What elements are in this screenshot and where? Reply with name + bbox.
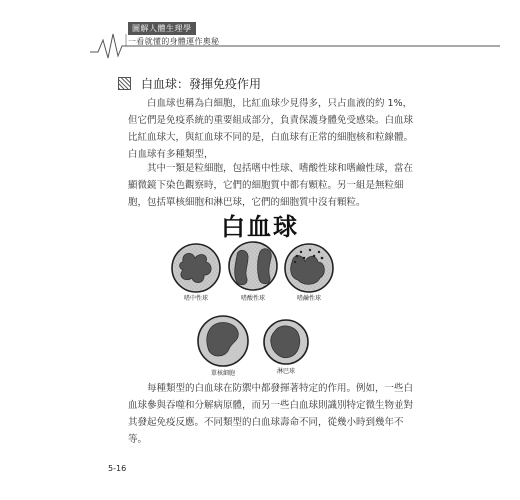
figure-title: 白血球 [221,213,299,241]
monocyte-label: 單核細胞 [210,370,235,377]
monocyte-cell [198,316,248,366]
neutrophil-label: 嗜中性球 [183,295,208,302]
paragraph-3: 每種類型的白血球在防禦中都發揮著特定的作用。例如，一些白血球參與吞噬和分解病原體，而另一些白血球則識別特定微生物並對其發起免疫反應。不同類型的白血球壽命不同，從幾小時到幾年不等。 [128,383,414,445]
basophil-cell [285,244,333,292]
book-subtitle: 一看就懂的身體運作奧秘 [128,37,220,46]
paragraph-2: 其中一類是粒細胞，包括嗜中性球、嗜酸性球和嗜鹼性球，當在顯微鏡下染色觀察時，它們的細胞質中都有顆粒。另一組是無粒細胞，包括單核細胞和淋巴球，它們的細胞質中沒有顆粒。 [128,163,414,208]
section-title-text: 白血球：發揮免疫作用 [141,77,262,91]
basophil-label: 嗜鹼性球 [296,295,321,302]
book-title: 圖解人體生理學 [128,22,196,35]
neutrophil-cell [172,244,220,292]
lymphocyte-cell [264,320,308,364]
eosinophil-cell [229,242,277,290]
eosinophil-label: 嗜酸性球 [240,295,265,302]
paragraph-1: 白血球也稱為白細胞，比紅血球少見得多，只占血液的約 1%，但它們是免疫系統的重要組成部分，負責保護身體免受感染。白血球比紅血球大，與紅血球不同的是，白血球有正常的細胞核和粒線體。白血球有多種類型， [128,98,414,160]
lymphocyte-label: 淋巴球 [276,368,295,375]
page-number: 5-16 [108,464,127,473]
